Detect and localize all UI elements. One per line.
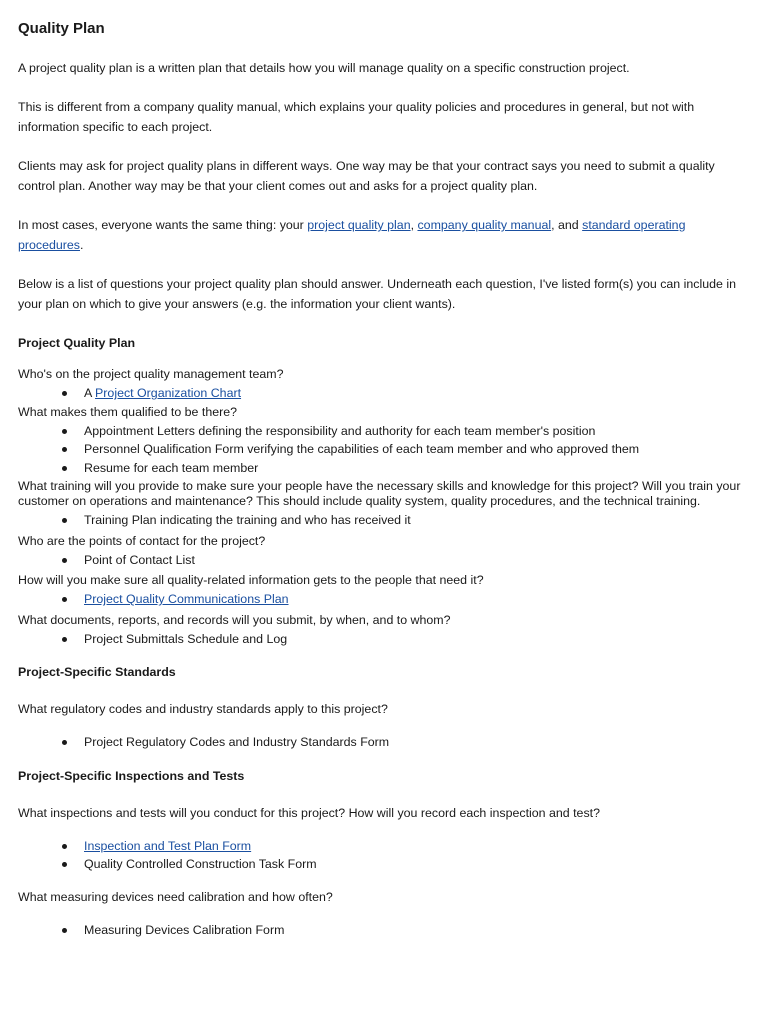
list-qualified [18, 422, 748, 478]
list-item [84, 590, 748, 609]
list-item: Appointment Letters defining the responsibility and authority for each team member's position [84, 422, 748, 441]
intro-paragraph-5: Below is a list of questions your project quality plan should answer. Underneath each question, I've listed form(s) you can include in your plan on which to give your answers (e.g. the information your client wants). [18, 277, 736, 311]
section-heading-project-specific-standards: Project-Specific Standards [18, 665, 176, 679]
list-team [18, 384, 748, 403]
question-codes: What regulatory codes and industry standards apply to this project? [18, 702, 388, 716]
question-communications: How will you make sure all quality-related information gets to the people that need it? [18, 573, 484, 587]
project-quality-communications-plan-link[interactable]: Project Quality Communications Plan [84, 592, 289, 606]
project-quality-plan-link[interactable]: project quality plan [307, 218, 411, 232]
list-calibration [18, 921, 748, 940]
question-inspections: What inspections and tests will you conduct for this project? How will you record each inspection and test? [18, 805, 600, 820]
list-item: Quality Controlled Construction Task Form [84, 855, 748, 874]
list-item: Measuring Devices Calibration Form [84, 921, 748, 940]
intro-paragraph-3: Clients may ask for project quality plans in different ways. One way may be that your contract says you need to submit a quality control plan. Another way may be that your client comes out and asks for a project quality plan. [18, 159, 715, 193]
intro-p4-prefix: In most cases, everyone wants the same thing: your [18, 218, 308, 232]
list-item [84, 384, 748, 403]
list-inspections [18, 837, 748, 874]
list-item: Resume for each team member [84, 459, 748, 478]
list-item: Point of Contact List [84, 551, 748, 570]
list-item: Project Submittals Schedule and Log [84, 630, 748, 649]
question-team: Who's on the project quality management team? [18, 367, 284, 381]
section-heading-project-quality-plan: Project Quality Plan [18, 336, 136, 350]
intro-paragraph-2: This is different from a company quality manual, which explains your quality policies and procedures in general, but not with information specific to each project. [18, 100, 695, 134]
question-submittals: What documents, reports, and records will you submit, by when, and to whom? [18, 612, 451, 627]
list-communications [18, 590, 748, 609]
list-training [18, 511, 748, 530]
question-calibration: What measuring devices need calibration and how often? [18, 889, 333, 904]
intro-paragraph-1: A project quality plan is a written plan that details how you will manage quality on a specific construction project. [18, 61, 630, 75]
question-training: What training will you provide to make sure your people have the necessary skills and knowledge for this project? Will you train your customer on operations and maintenance? This should include quality system, quality procedures, and the technical training. [18, 479, 741, 508]
question-qualified: What makes them qualified to be there? [18, 404, 238, 419]
project-organization-chart-link[interactable]: Project Organization Chart [95, 386, 242, 400]
list-item-prefix: A [84, 386, 96, 400]
intro-p4-sep1: , [410, 218, 418, 232]
question-contacts: Who are the points of contact for the project? [18, 533, 266, 548]
list-item: Personnel Qualification Form verifying the capabilities of each team member and who approved them [84, 440, 748, 459]
list-item [84, 837, 748, 856]
company-quality-manual-link[interactable]: company quality manual [417, 218, 552, 232]
list-item: Training Plan indicating the training and who has received it [84, 511, 748, 530]
intro-p4-sep2: , and [551, 218, 583, 232]
section-heading-inspections-tests: Project-Specific Inspections and Tests [18, 768, 245, 783]
list-submittals [18, 630, 748, 649]
intro-p4-suffix: . [80, 238, 84, 252]
list-contacts [18, 551, 748, 570]
inspection-and-test-plan-form-link[interactable]: Inspection and Test Plan Form [84, 838, 252, 853]
list-item: Project Regulatory Codes and Industry Standards Form [84, 733, 748, 752]
intro-paragraph-4 [18, 215, 748, 255]
standard-operating-procedures-link[interactable]: standard operating procedures [18, 218, 686, 252]
page-title: Quality Plan [18, 20, 105, 37]
list-codes [18, 733, 748, 752]
